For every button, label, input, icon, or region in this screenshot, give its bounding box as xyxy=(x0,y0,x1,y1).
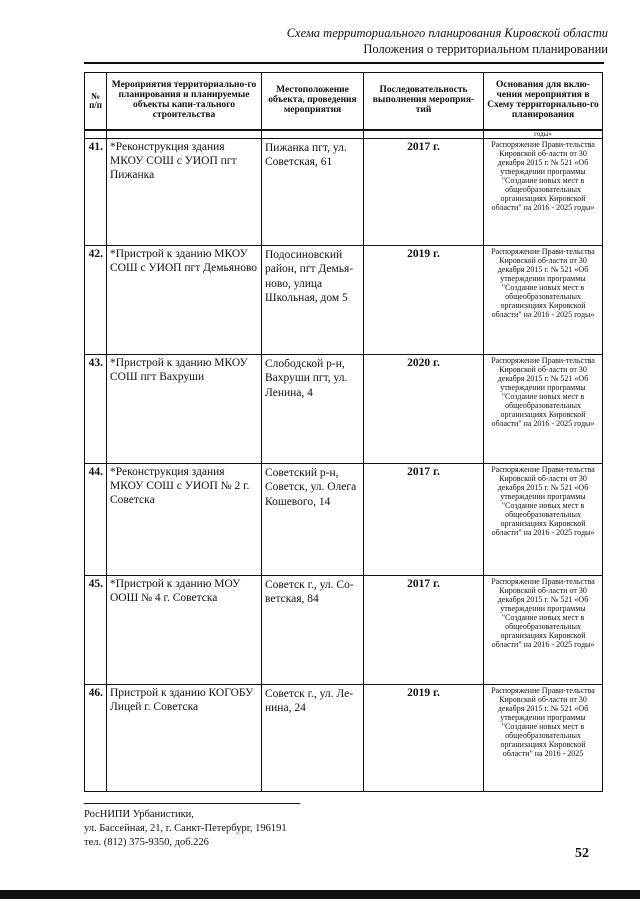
row-event: *Пристрой к зданию МКОУ СОШ с УИОП пгт Демьяново xyxy=(107,246,262,355)
row-year: 2020 г. xyxy=(364,355,484,464)
row-year: 2017 г. xyxy=(364,464,484,576)
row-basis: Распоряжение Прави-тельства Кировской об-ласти от 30 декабря 2015 г. № 521 «Об утверждении программы "Создание новых мест в общеобразовательных организациях Кировской области" на 2016 - 2025 xyxy=(484,685,603,792)
col-header-location: Местоположение объекта, проведения мероприятия xyxy=(262,73,364,131)
table-row xyxy=(85,685,603,792)
carryover-text: годы» xyxy=(484,130,603,139)
row-basis: Распоряжение Прави-тельства Кировской об-ласти от 30 декабря 2015 г. № 521 «Об утверждении программы "Создание новых мест в общеобразовательных организациях Кировской области" на 2016 - 2025 годы» xyxy=(484,139,603,246)
row-location: Советск г., ул. Ле-нина, 24 xyxy=(262,685,364,792)
running-title: Схема территориального планирования Кировской области xyxy=(286,26,608,40)
scan-edge-bar xyxy=(0,890,640,899)
col-header-basis: Основания для вклю-чения мероприятия в Схему территориально-го планирования xyxy=(484,73,603,131)
table-row xyxy=(85,139,603,246)
table-row xyxy=(85,464,603,576)
page-number: 52 xyxy=(575,846,589,861)
footer-rule xyxy=(84,803,300,804)
row-number: 46. xyxy=(85,685,107,792)
row-basis: Распоряжение Прави-тельства Кировской об-ласти от 30 декабря 2015 г. № 521 «Об утверждении программы "Создание новых мест в общеобразовательных организациях Кировской области" на 2016 - 2025 годы» xyxy=(484,464,603,576)
row-year: 2019 г. xyxy=(364,246,484,355)
col-header-event: Мероприятия территориально-го планирования и планируемые объекты капи-тального строительства xyxy=(107,73,262,131)
table-row xyxy=(85,246,603,355)
footer-address: ул. Бассейная, 21, г. Санкт-Петербург, 196191 xyxy=(84,823,287,835)
row-number: 44. xyxy=(85,464,107,576)
row-basis: Распоряжение Прави-тельства Кировской об-ласти от 30 декабря 2015 г. № 521 «Об утверждении программы "Создание новых мест в общеобразовательных организациях Кировской области" на 2016 - 2025 годы» xyxy=(484,576,603,685)
col-header-sequence: Последовательность выполнения мероприя-тий xyxy=(364,73,484,131)
row-location: Советск г., ул. Со-ветская, 84 xyxy=(262,576,364,685)
row-event: *Реконструкция здания МКОУ СОШ с УИОП пгт Пижанка xyxy=(107,139,262,246)
row-year: 2017 г. xyxy=(364,576,484,685)
running-subtitle: Положения о территориальном планировании xyxy=(363,42,608,56)
row-event: *Реконструкция здания МКОУ СОШ с УИОП № 2 г. Советска xyxy=(107,464,262,576)
table-row xyxy=(85,576,603,685)
row-event: *Пристрой к зданию МОУ ООШ № 4 г. Советска xyxy=(107,576,262,685)
row-event: Пристрой к зданию КОГОБУ Лицей г. Советска xyxy=(107,685,262,792)
row-basis: Распоряжение Прави-тельства Кировской об-ласти от 30 декабря 2015 г. № 521 «Об утверждении программы "Создание новых мест в общеобразовательных организациях Кировской области" на 2016 - 2025 годы» xyxy=(484,355,603,464)
row-location: Советский р-н, Советск, ул. Олега Кошевого, 14 xyxy=(262,464,364,576)
table-header-row xyxy=(85,73,603,131)
row-location: Пижанка пгт, ул. Советская, 61 xyxy=(262,139,364,246)
row-year: 2019 г. xyxy=(364,685,484,792)
carryover-row xyxy=(85,130,603,139)
planning-table xyxy=(84,72,603,792)
row-year: 2017 г. xyxy=(364,139,484,246)
footer-block xyxy=(84,808,287,851)
row-number: 42. xyxy=(85,246,107,355)
row-event: *Пристрой к зданию МКОУ СОШ пгт Вахруши xyxy=(107,355,262,464)
row-location: Подосиновский район, пгт Демья-ново, улица Школьная, дом 5 xyxy=(262,246,364,355)
row-number: 45. xyxy=(85,576,107,685)
row-number: 43. xyxy=(85,355,107,464)
footer-phone: тел. (812) 375-9350, доб.226 xyxy=(84,837,209,849)
row-number: 41. xyxy=(85,139,107,246)
row-basis: Распоряжение Прави-тельства Кировской об-ласти от 30 декабря 2015 г. № 521 «Об утверждении программы "Создание новых мест в общеобразовательных организациях Кировской области" на 2016 - 2025 годы» xyxy=(484,246,603,355)
col-header-num: № п/п xyxy=(85,73,107,131)
footer-org: РосНИПИ Урбанистики, xyxy=(84,809,194,820)
header-rule xyxy=(84,62,604,64)
table-row xyxy=(85,355,603,464)
row-location: Слободской р-н, Вахруши пгт, ул. Ленина, 4 xyxy=(262,355,364,464)
